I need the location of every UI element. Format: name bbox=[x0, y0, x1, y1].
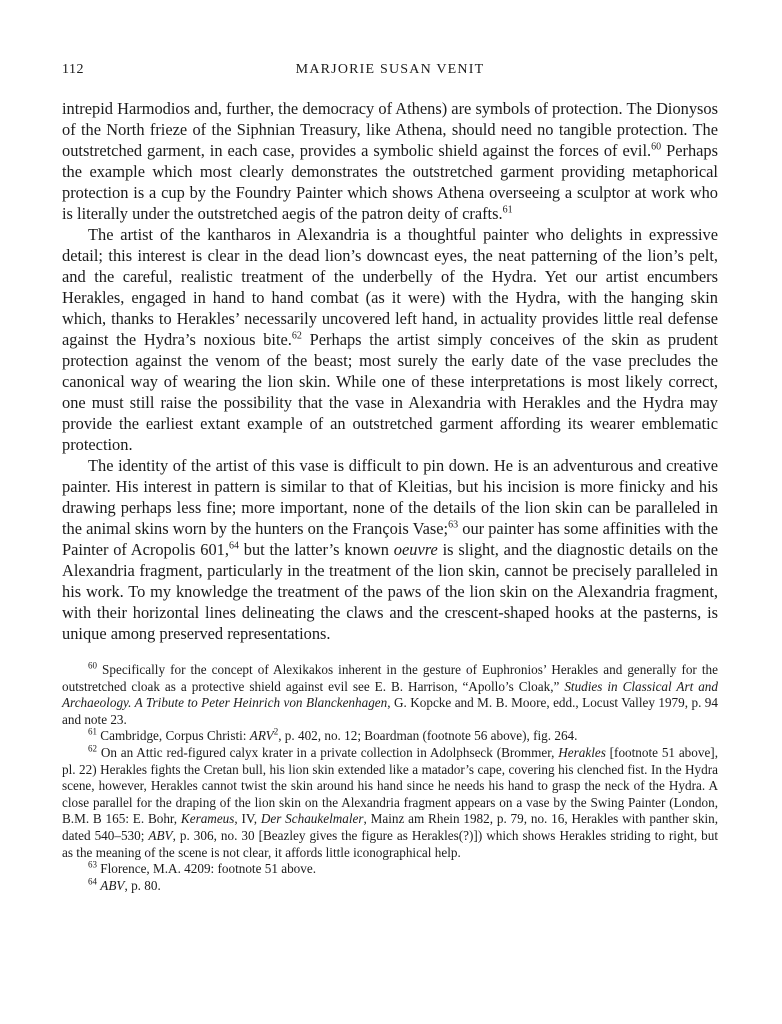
footnote-ref-63[interactable]: 63 bbox=[448, 519, 459, 531]
footnote-60: $^{60}$ Specifically for the concept of Alexikakos inherent in the gesture of Euphronios’ Herakles and generally for the outstretched cloak as a protective shield against evil see E. B. Harrison, “Apollo’s Cloak,” Studies in Classical Art and Archaeology. A Tribute to Peter Heinrich von Blanckenhagen, G. Kopcke and M. B. Moore, edd., Locust Valley 1979, p. 94 and note 23. bbox=[62, 660, 718, 727]
page-number: 112 bbox=[62, 62, 84, 77]
footnote-61: $^{61}$ Cambridge, Corpus Christi: ARV$^2$, p. 402, no. 12; Boardman (footnote 56 above), fig. 264. bbox=[88, 726, 578, 744]
paragraph-2: The artist of the kantharos in Alexandria is a thoughtful painter who delights in expressive detail; this interest is clear in the dead lion’s downcast eyes, the neat patterning of the lion’s pelt, and the careful, realistic treatment of the underbelly of the Hydra. Yet our artist encumbers Herakles, engaged in hand to hand combat (as it were) with the Hydra, with the hanging skin which, thanks to Herakles’ necessarily uncovered left hand, in actuality provides little real defense against the Hydra’s noxious bite.$^{62}$ Perhaps the artist simply conceives of the skin as prudent protection against the venom of the beast; most surely the early date of the vase precludes the canonical way of wearing the lion skin. While one of these interpretations is most likely correct, one must still raise the possibility that the vase in Alexandria with Herakles and the Hydra may provide the earliest extant example of an outstretched garment affording its wearer emblematic protection. bbox=[62, 225, 718, 454]
body-text bbox=[62, 98, 718, 644]
footnote-ref-62[interactable]: 62 bbox=[291, 330, 302, 342]
page bbox=[62, 62, 718, 894]
footnote-ref-64[interactable]: 64 bbox=[228, 540, 239, 552]
footnotes bbox=[62, 662, 718, 894]
running-head: MARJORIE SUSAN VENIT bbox=[295, 62, 485, 77]
footnote-64: $^{64}$ ABV, p. 80. bbox=[88, 876, 161, 893]
page-header bbox=[62, 62, 718, 86]
footnote-63: $^{63}$ Florence, M.A. 4209: footnote 51 above. bbox=[88, 859, 317, 877]
paragraph-3: The identity of the artist of this vase is difficult to pin down. He is an adventurous and creative painter. His interest in pattern is similar to that of Kleitias, but his incision is more finicky and his drawing perhaps less fine; more important, none of the details of the lion skin can be paralleled in the animal skins worn by the hunters on the François Vase;$^{63}$ our painter has some affinities with the Painter of Acropolis 601,64 but the latter’s known oeuvre is slight, and the diagnostic details on the Alexandria fragment, particularly in the treatment of the lion skin, cannot be precisely paralleled in his work. To my knowledge the treatment of the paws of the lion skin on the Alexandria fragment, with their horizontal lines delineating the claws and the crescent-shaped hooks at the pasterns, is unique among preserved representations. bbox=[62, 456, 718, 643]
paragraph-1: intrepid Harmodios and, further, the democracy of Athens) are symbols of protection. The Dionysos of the North frieze of the Siphnian Treasury, like Athena, should need no tangible protection. The outstretched garment, in each case, provides a symbolic shield against the forces of evil.$^{60}$ Perhaps the example which most clearly demonstrates the outstretched garment providing metaphorical protection is a cup by the Foundry Painter which shows Athena overseeing a sculptor at work who is literally under the outstretched aegis of the patron deity of crafts.$^{61}$ bbox=[62, 99, 718, 223]
footnote-62: $^{62}$ On an Attic red-figured calyx krater in a private collection in Adolphseck (Brommer, Herakles [footnote 51 above], pl. 22) Herakles fights the Cretan bull, his lion skin extended like a matador’s cape, covering his clenched fist. In the Hydra scene, however, Herakles cannot twist the skin around his hand since he needs his hand to grasp the neck of the Hydra. A close parallel for the draping of the lion skin on the Alexandria fragment appears on a vase by the Swing Painter (London, B.M. B 165: E. Bohr, Kerameus, IV, Der Schaukelmaler, Mainz am Rhein 1982, p. 79, no. 16, Herakles with panther skin, dated 540–530; ABV, p. 306, no. 30 [Beazley gives the figure as Herakles(?)]) which shows Herakles striding to right, but as the meaning of the scene is not clear, it affords little iconographical help. bbox=[62, 743, 719, 860]
footnote-ref-60[interactable]: 60 bbox=[651, 141, 662, 153]
footnote-ref-61[interactable]: 61 bbox=[502, 204, 513, 216]
